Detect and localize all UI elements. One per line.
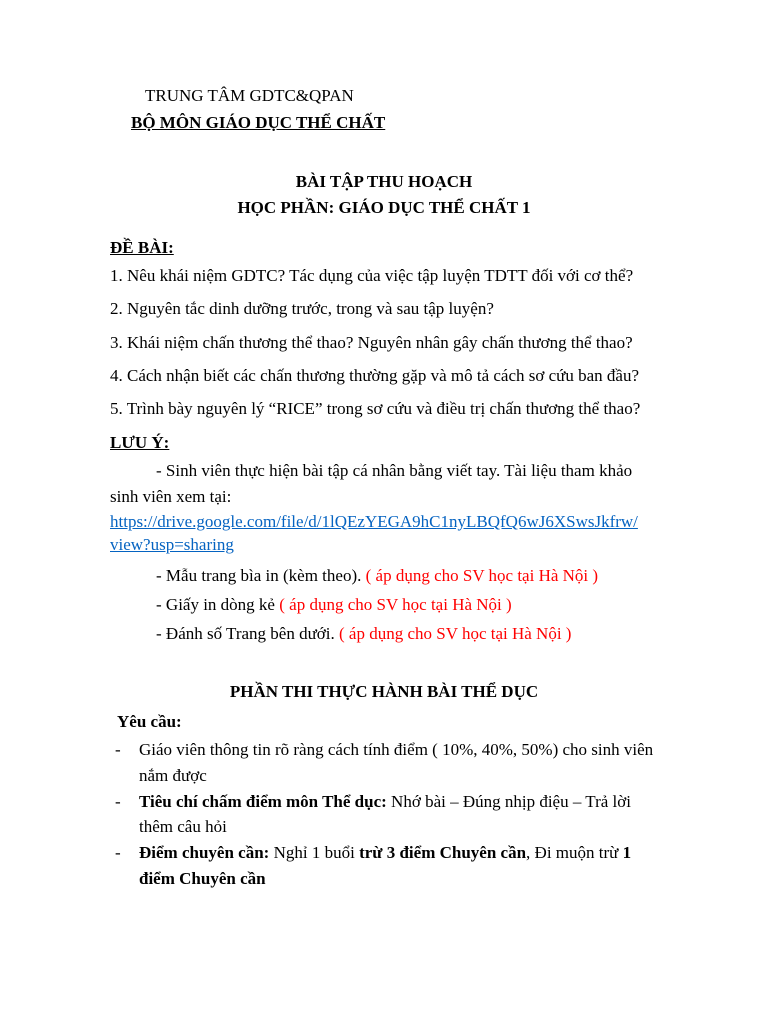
grading-criteria-text: Nhớ bài – Đúng nhịp điệu – Trả lời bbox=[386, 792, 631, 811]
question-3: 3. Khái niệm chấn thương thể thao? Nguyên nhân gây chấn thương thể thao? bbox=[110, 333, 633, 352]
practice-heading: PHẦN THI THỰC HÀNH BÀI THỂ DỤC bbox=[229, 682, 539, 701]
notes-intro-line2: sinh viên xem tại: bbox=[110, 487, 232, 506]
requirement-1-line1: Giáo viên thông tin rõ ràng cách tính điểm ( 10%, 40%, 50%) cho sinh viên bbox=[139, 740, 654, 759]
document-title: BÀI TẬP THU HOẠCH bbox=[295, 172, 473, 191]
requirement-2-line2: thêm câu hỏi bbox=[139, 817, 227, 836]
notes-intro-line1: - Sinh viên thực hiện bài tập cá nhân bằng viết tay. Tài liệu tham khảo bbox=[156, 461, 633, 480]
question-1: 1. Nêu khái niệm GDTC? Tác dụng của việc tập luyện TDTT đối với cơ thể? bbox=[110, 266, 634, 285]
bullet: - bbox=[115, 740, 121, 759]
requirement-2-line1 bbox=[139, 792, 631, 812]
notes-heading: LƯU Ý: bbox=[110, 433, 170, 452]
reference-link-line2[interactable]: view?usp=sharing bbox=[110, 535, 234, 554]
department-name: BỘ MÔN GIÁO DỤC THỂ CHẤT bbox=[131, 113, 386, 132]
bullet: - bbox=[115, 792, 121, 811]
note-item-cover bbox=[156, 566, 598, 586]
attendance-text: Nghỉ 1 buổi bbox=[269, 843, 360, 862]
grading-criteria-label: Tiêu chí chấm điểm môn Thể dục: bbox=[139, 792, 387, 811]
requirement-3-line1 bbox=[139, 843, 631, 863]
center-name: TRUNG TÂM GDTC&QPAN bbox=[145, 86, 354, 105]
note-item-page-number bbox=[156, 624, 571, 644]
note-item-paper bbox=[156, 595, 512, 615]
requirements-label: Yêu cầu: bbox=[117, 712, 182, 731]
attendance-text-late: , Đi muộn trừ bbox=[526, 843, 623, 862]
note-item-text: - Mẫu trang bìa in (kèm theo). bbox=[156, 566, 366, 585]
course-title: HỌC PHẦN: GIÁO DỤC THỂ CHẤT 1 bbox=[237, 198, 531, 217]
note-item-text: - Giấy in dòng kẻ bbox=[156, 595, 280, 614]
attendance-penalty-late: 1 bbox=[622, 843, 632, 862]
reference-link[interactable] bbox=[110, 512, 638, 558]
reference-link-line1[interactable]: https://drive.google.com/file/d/1lQEzYEGA9hC1nyLBQfQ6wJ6XSwsJkfrw/ bbox=[110, 512, 638, 531]
question-2: 2. Nguyên tắc dinh dưỡng trước, trong và sau tập luyện? bbox=[110, 299, 494, 318]
note-item-text: - Đánh số Trang bên dưới. bbox=[156, 624, 340, 643]
question-5: 5. Trình bày nguyên lý “RICE” trong sơ cứu và điều trị chấn thương thể thao? bbox=[110, 399, 641, 418]
note-item-scope: ( áp dụng cho SV học tại Hà Nội ) bbox=[365, 566, 599, 585]
bullet: - bbox=[115, 843, 121, 862]
question-4: 4. Cách nhận biết các chấn thương thường gặp và mô tả cách sơ cứu ban đầu? bbox=[110, 366, 640, 385]
note-item-scope: ( áp dụng cho SV học tại Hà Nội ) bbox=[279, 595, 512, 614]
assignment-heading: ĐỀ BÀI: bbox=[110, 238, 174, 257]
requirement-3-line2: điểm Chuyên cần bbox=[139, 869, 266, 888]
attendance-penalty-absence: trừ 3 điểm Chuyên cần bbox=[359, 843, 527, 862]
requirement-1-line2: nắm được bbox=[139, 766, 207, 785]
attendance-label: Điểm chuyên cần: bbox=[139, 843, 270, 862]
note-item-scope: ( áp dụng cho SV học tại Hà Nội ) bbox=[339, 624, 572, 643]
